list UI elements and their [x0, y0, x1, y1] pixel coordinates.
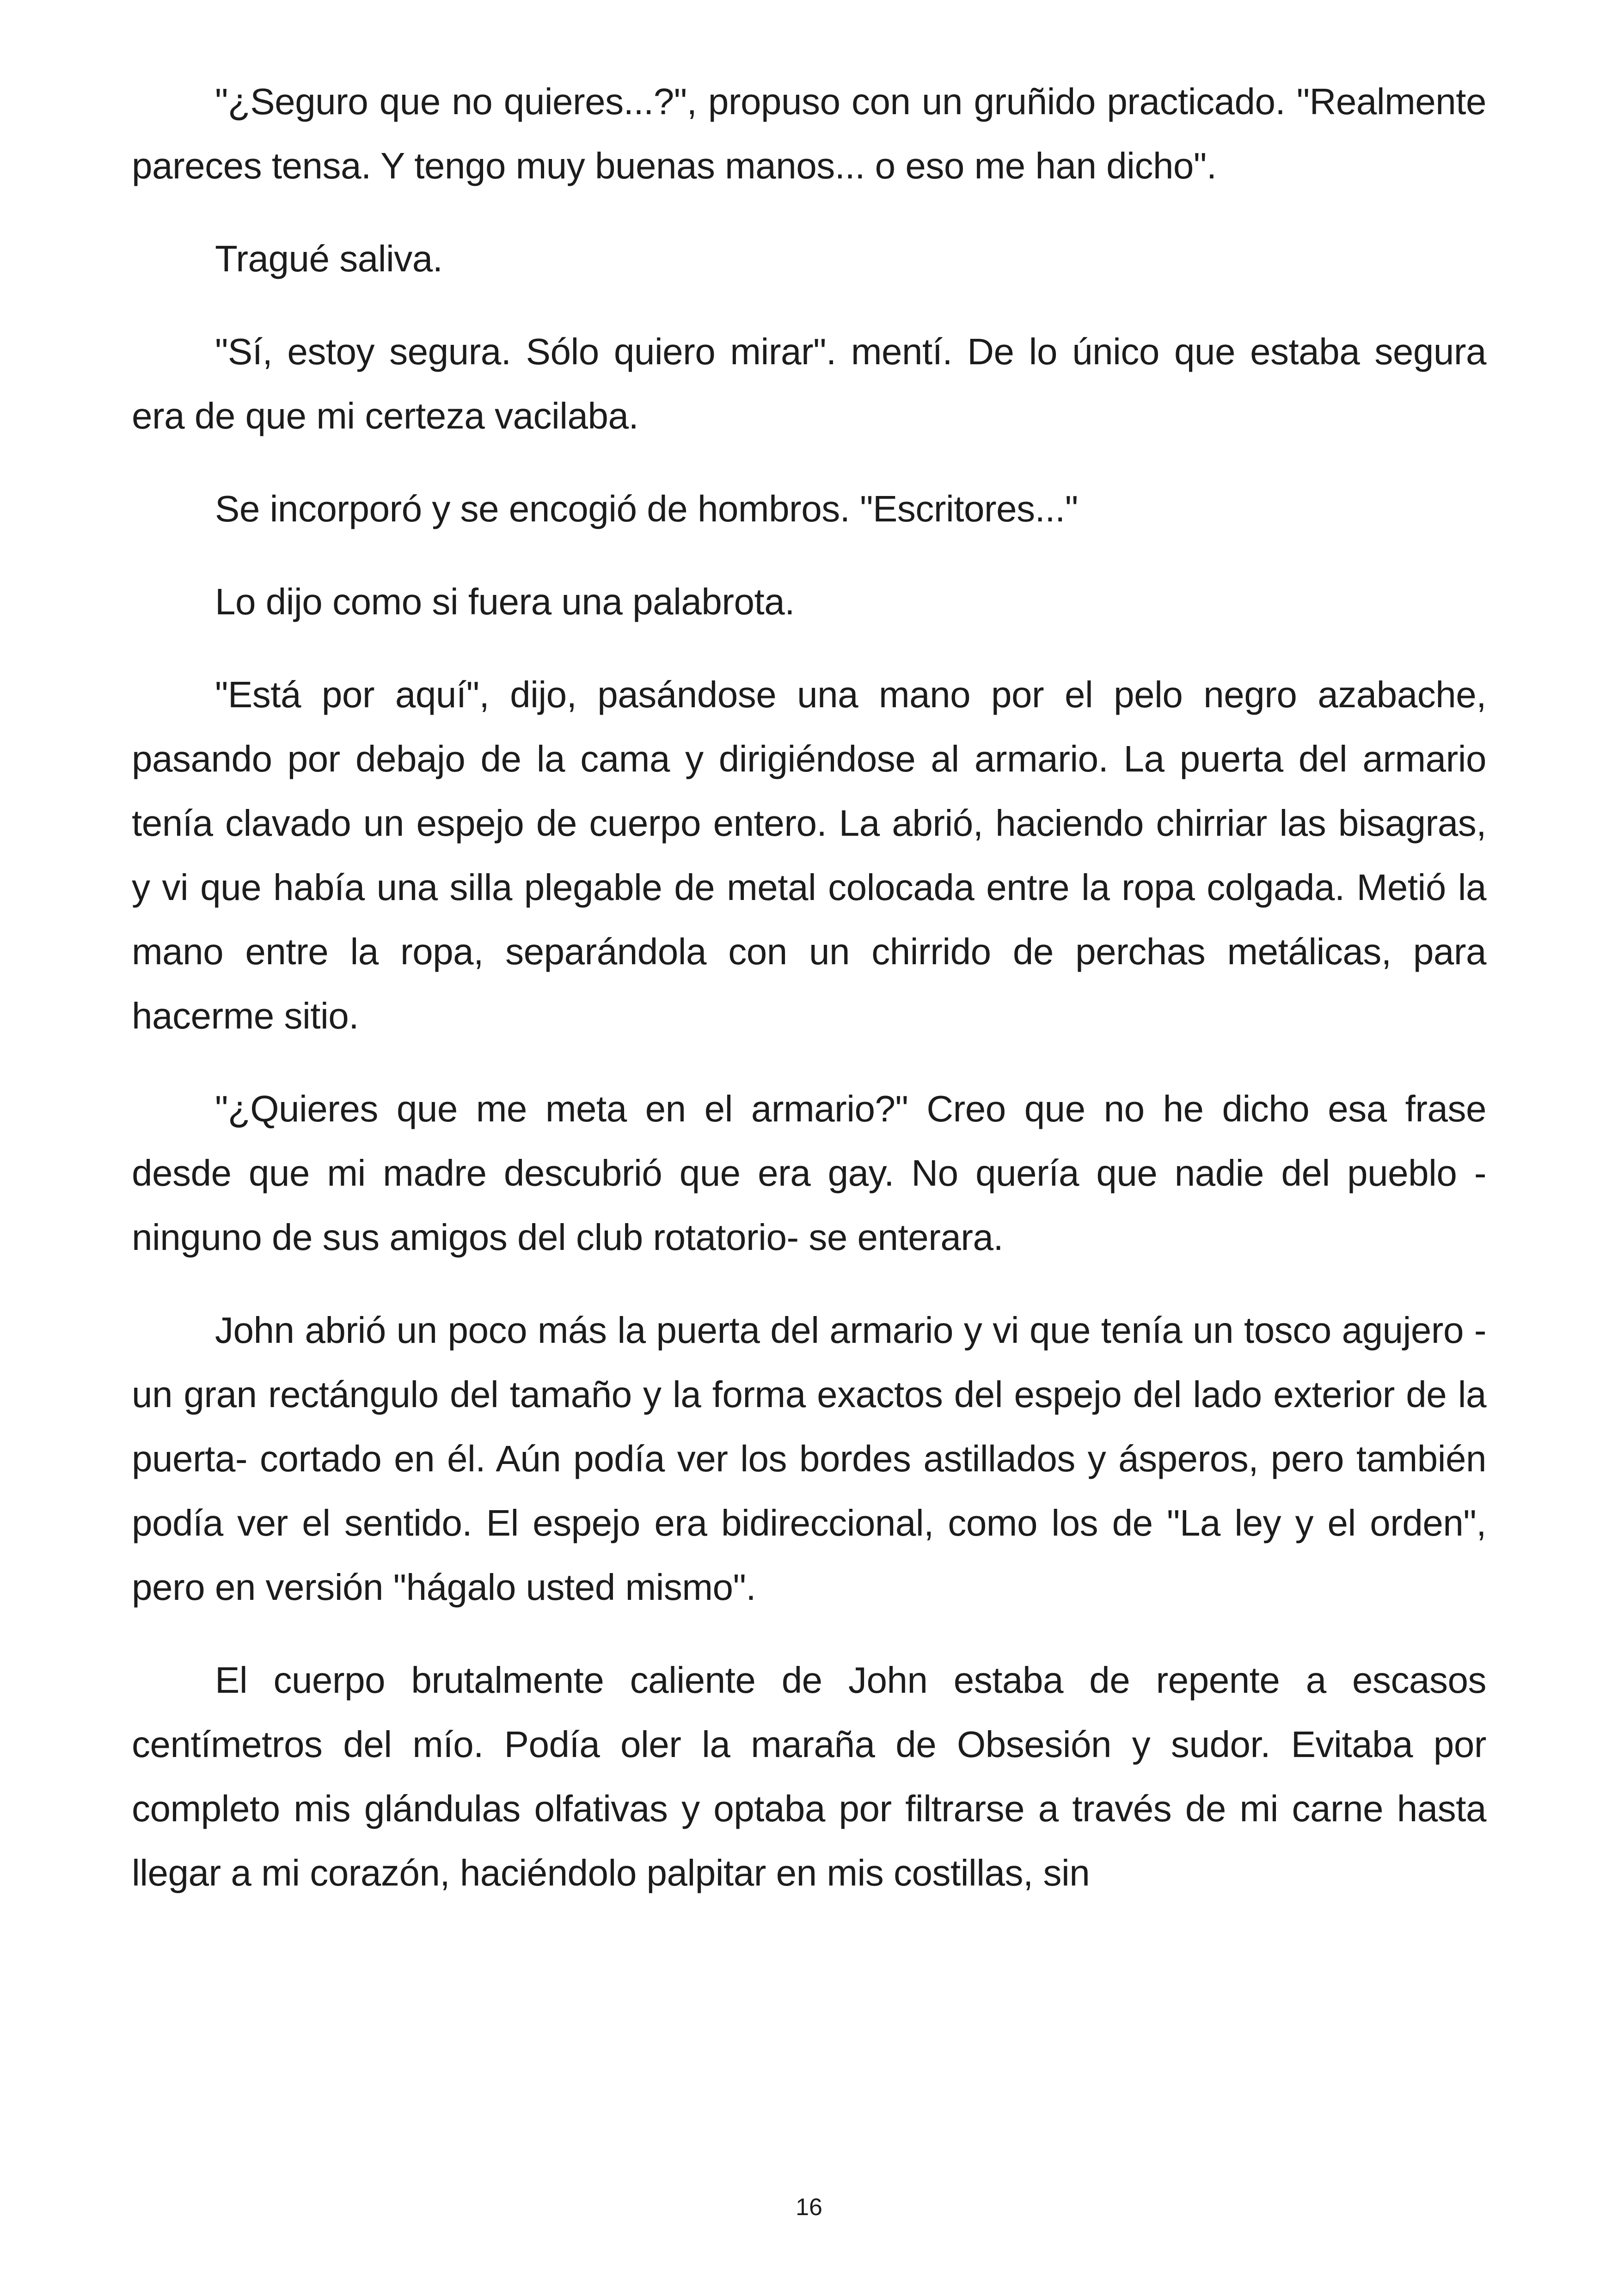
- paragraph: Se incorporó y se encogió de hombros. "Escritores...": [215, 488, 1078, 529]
- paragraph: John abrió un poco más la puerta del armario y vi que tenía un tosco agujero -un gran rectángulo del tamaño y la forma exactos del espejo del lado exterior de la puerta- cortado en él. Aún podía ver los bordes astillados y ásperos, pero también podía ver el sentido. El espejo era bidireccional, como los de "La ley y el orden", pero en versión "hágalo usted mismo".: [132, 1310, 1486, 1608]
- paragraph: Tragué saliva.: [215, 238, 443, 279]
- paragraph: El cuerpo brutalmente caliente de John estaba de repente a escasos centímetros del mío. Podía oler la maraña de Obsesión y sudor. Evitaba por completo mis glándulas olfativas y optaba por filtrarse a través de mi carne hasta llegar a mi corazón, haciéndolo palpitar en mis costillas, sin: [132, 1659, 1486, 1893]
- paragraph: "Está por aquí", dijo, pasándose una mano por el pelo negro azabache, pasando por debajo de la cama y dirigiéndose al armario. La puerta del armario tenía clavado un espejo de cuerpo entero. La abrió, haciendo chirriar las bisagras, y vi que había una silla plegable de metal colocada entre la ropa colgada. Metió la mano entre la ropa, separándola con un chirrido de perchas metálicas, para hacerme sitio.: [132, 674, 1486, 1036]
- paragraph: Lo dijo como si fuera una palabrota.: [215, 581, 795, 622]
- paragraph: "¿Quieres que me meta en el armario?" Creo que no he dicho esa frase desde que mi madre descubrió que era gay. No quería que nadie del pueblo -ninguno de sus amigos del club rotatorio- se enterara.: [132, 1088, 1486, 1258]
- page-number: 16: [796, 2194, 822, 2221]
- body-text: [132, 69, 1486, 1934]
- paragraph: "¿Seguro que no quieres...?", propuso con un gruñido practicado. "Realmente pareces tensa. Y tengo muy buenas manos... o eso me han dicho".: [132, 81, 1486, 186]
- paragraph: "Sí, estoy segura. Sólo quiero mirar". mentí. De lo único que estaba segura era de que mi certeza vacilaba.: [132, 331, 1486, 436]
